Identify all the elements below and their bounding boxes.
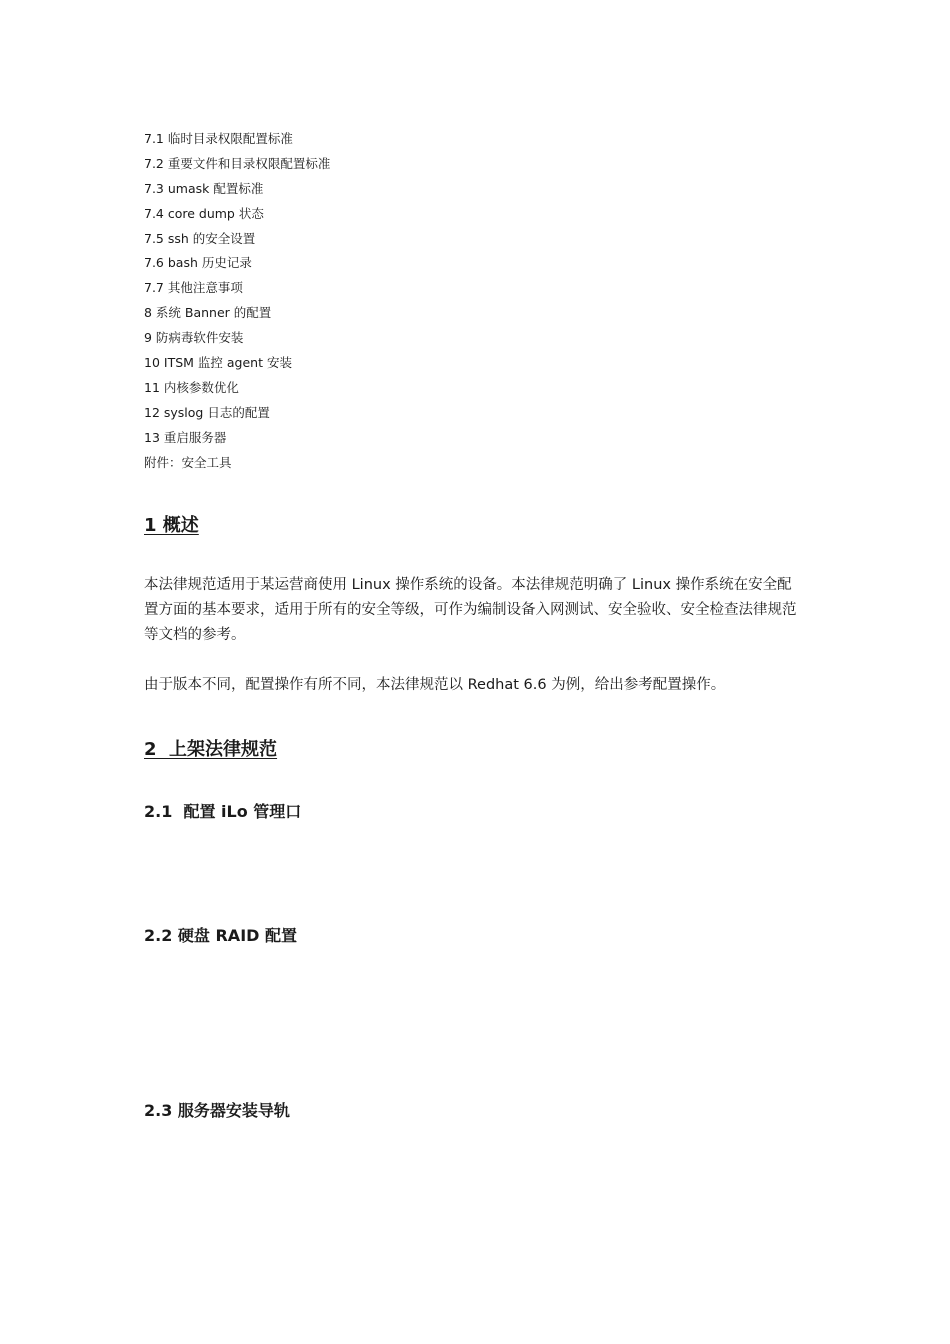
toc-item[interactable]: 11 内核参数优化 — [144, 379, 239, 395]
toc-item[interactable]: 7.4 core dump 状态 — [144, 205, 264, 221]
toc-item[interactable]: 9 防病毒软件安装 — [144, 330, 244, 346]
toc-item[interactable]: 7.3 umask 配置标准 — [144, 180, 264, 196]
overview-paragraph-2: 由于版本不同，配置操作有所不同，本法律规范以 Redhat 6.6 为例，给出参考配置操作。 — [144, 677, 726, 693]
toc-item[interactable]: 8 系统 Banner 的配置 — [144, 305, 272, 321]
toc-item[interactable]: 7.2 重要文件和目录权限配置标准 — [144, 155, 331, 171]
toc-item[interactable]: 13 重启服务器 — [144, 429, 227, 445]
toc-item[interactable]: 7.7 其他注意事项 — [144, 280, 243, 296]
section-2-1-heading: 2.1 配置 iLo 管理口 — [144, 802, 302, 821]
toc-item[interactable]: 12 syslog 日志的配置 — [144, 404, 270, 420]
section-2-2-heading: 2.2 硬盘 RAID 配置 — [144, 926, 297, 945]
section-2-heading: 2 上架法律规范 — [144, 739, 278, 760]
toc-item[interactable]: 附件：安全工具 — [144, 454, 232, 470]
section-1-heading: 1 概述 — [144, 515, 199, 536]
toc-item[interactable]: 10 ITSM 监控 agent 安装 — [144, 355, 292, 371]
section-2-3-heading: 2.3 服务器安装导轨 — [144, 1101, 290, 1120]
table-of-contents — [144, 127, 330, 475]
toc-item[interactable]: 7.1 临时目录权限配置标准 — [144, 131, 293, 146]
overview-paragraph-1: 本法律规范适用于某运营商使用 Linux 操作系统的设备。本法律规范明确了 Linux 操作系统在安全配置方面的基本要求，适用于所有的安全等级，可作为编制设备入网测试、安全验收、安全检查法律规范等文档的参考。 — [144, 577, 797, 643]
toc-item[interactable]: 7.5 ssh 的安全设置 — [144, 230, 256, 246]
toc-item[interactable]: 7.6 bash 历史记录 — [144, 255, 252, 271]
